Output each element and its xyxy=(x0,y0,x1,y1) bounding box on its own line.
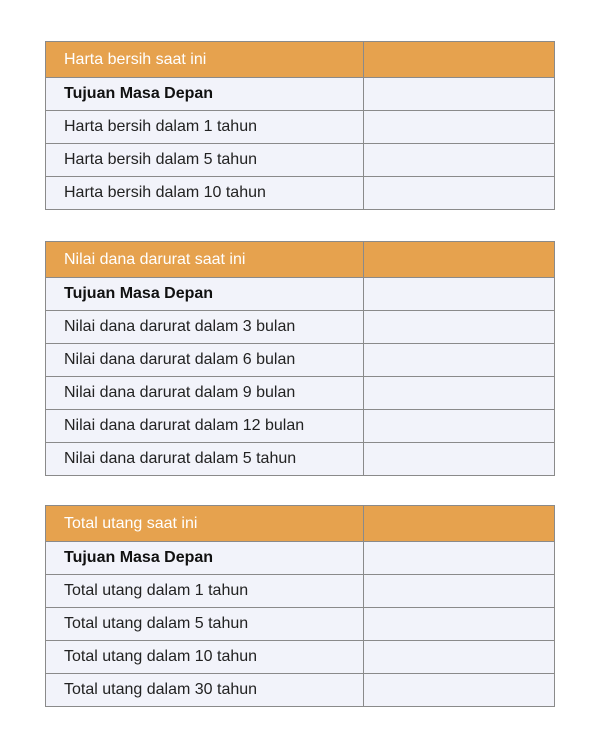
table-row xyxy=(46,311,555,344)
row-label: Harta bersih dalam 10 tahun xyxy=(46,177,364,210)
value-cell[interactable] xyxy=(364,506,555,542)
value-cell[interactable] xyxy=(364,42,555,78)
value-cell[interactable] xyxy=(364,443,555,476)
table-row xyxy=(46,410,555,443)
table-header-label: Nilai dana darurat saat ini xyxy=(46,242,364,278)
value-cell[interactable] xyxy=(364,111,555,144)
row-label: Harta bersih dalam 5 tahun xyxy=(46,144,364,177)
table-row xyxy=(46,111,555,144)
row-label: Nilai dana darurat dalam 5 tahun xyxy=(46,443,364,476)
table-row xyxy=(46,344,555,377)
table-subheader-label: Tujuan Masa Depan xyxy=(46,542,364,575)
table-header-label: Total utang saat ini xyxy=(46,506,364,542)
net-worth-table xyxy=(45,41,555,210)
table-row xyxy=(46,443,555,476)
value-cell[interactable] xyxy=(364,311,555,344)
table-subheader-label: Tujuan Masa Depan xyxy=(46,78,364,111)
table-subheader-row xyxy=(46,78,555,111)
value-cell[interactable] xyxy=(364,144,555,177)
table-row xyxy=(46,177,555,210)
value-cell[interactable] xyxy=(364,377,555,410)
value-cell[interactable] xyxy=(364,608,555,641)
value-cell[interactable] xyxy=(364,242,555,278)
table-header-label: Harta bersih saat ini xyxy=(46,42,364,78)
row-label: Total utang dalam 5 tahun xyxy=(46,608,364,641)
emergency-fund-table xyxy=(45,241,555,476)
table-header-row xyxy=(46,506,555,542)
table-row xyxy=(46,608,555,641)
value-cell[interactable] xyxy=(364,344,555,377)
table-row xyxy=(46,641,555,674)
row-label: Total utang dalam 30 tahun xyxy=(46,674,364,707)
total-debt-table xyxy=(45,505,555,707)
row-label: Nilai dana darurat dalam 9 bulan xyxy=(46,377,364,410)
value-cell[interactable] xyxy=(364,641,555,674)
row-label: Total utang dalam 10 tahun xyxy=(46,641,364,674)
table-row xyxy=(46,144,555,177)
value-cell[interactable] xyxy=(364,177,555,210)
value-cell[interactable] xyxy=(364,410,555,443)
value-cell[interactable] xyxy=(364,78,555,111)
value-cell[interactable] xyxy=(364,542,555,575)
table-header-row xyxy=(46,42,555,78)
table-subheader-row xyxy=(46,278,555,311)
value-cell[interactable] xyxy=(364,278,555,311)
table-row xyxy=(46,674,555,707)
value-cell[interactable] xyxy=(364,575,555,608)
row-label: Total utang dalam 1 tahun xyxy=(46,575,364,608)
row-label: Nilai dana darurat dalam 3 bulan xyxy=(46,311,364,344)
table-subheader-row xyxy=(46,542,555,575)
table-subheader-label: Tujuan Masa Depan xyxy=(46,278,364,311)
row-label: Harta bersih dalam 1 tahun xyxy=(46,111,364,144)
row-label: Nilai dana darurat dalam 6 bulan xyxy=(46,344,364,377)
table-header-row xyxy=(46,242,555,278)
row-label: Nilai dana darurat dalam 12 bulan xyxy=(46,410,364,443)
table-row xyxy=(46,575,555,608)
table-row xyxy=(46,377,555,410)
value-cell[interactable] xyxy=(364,674,555,707)
